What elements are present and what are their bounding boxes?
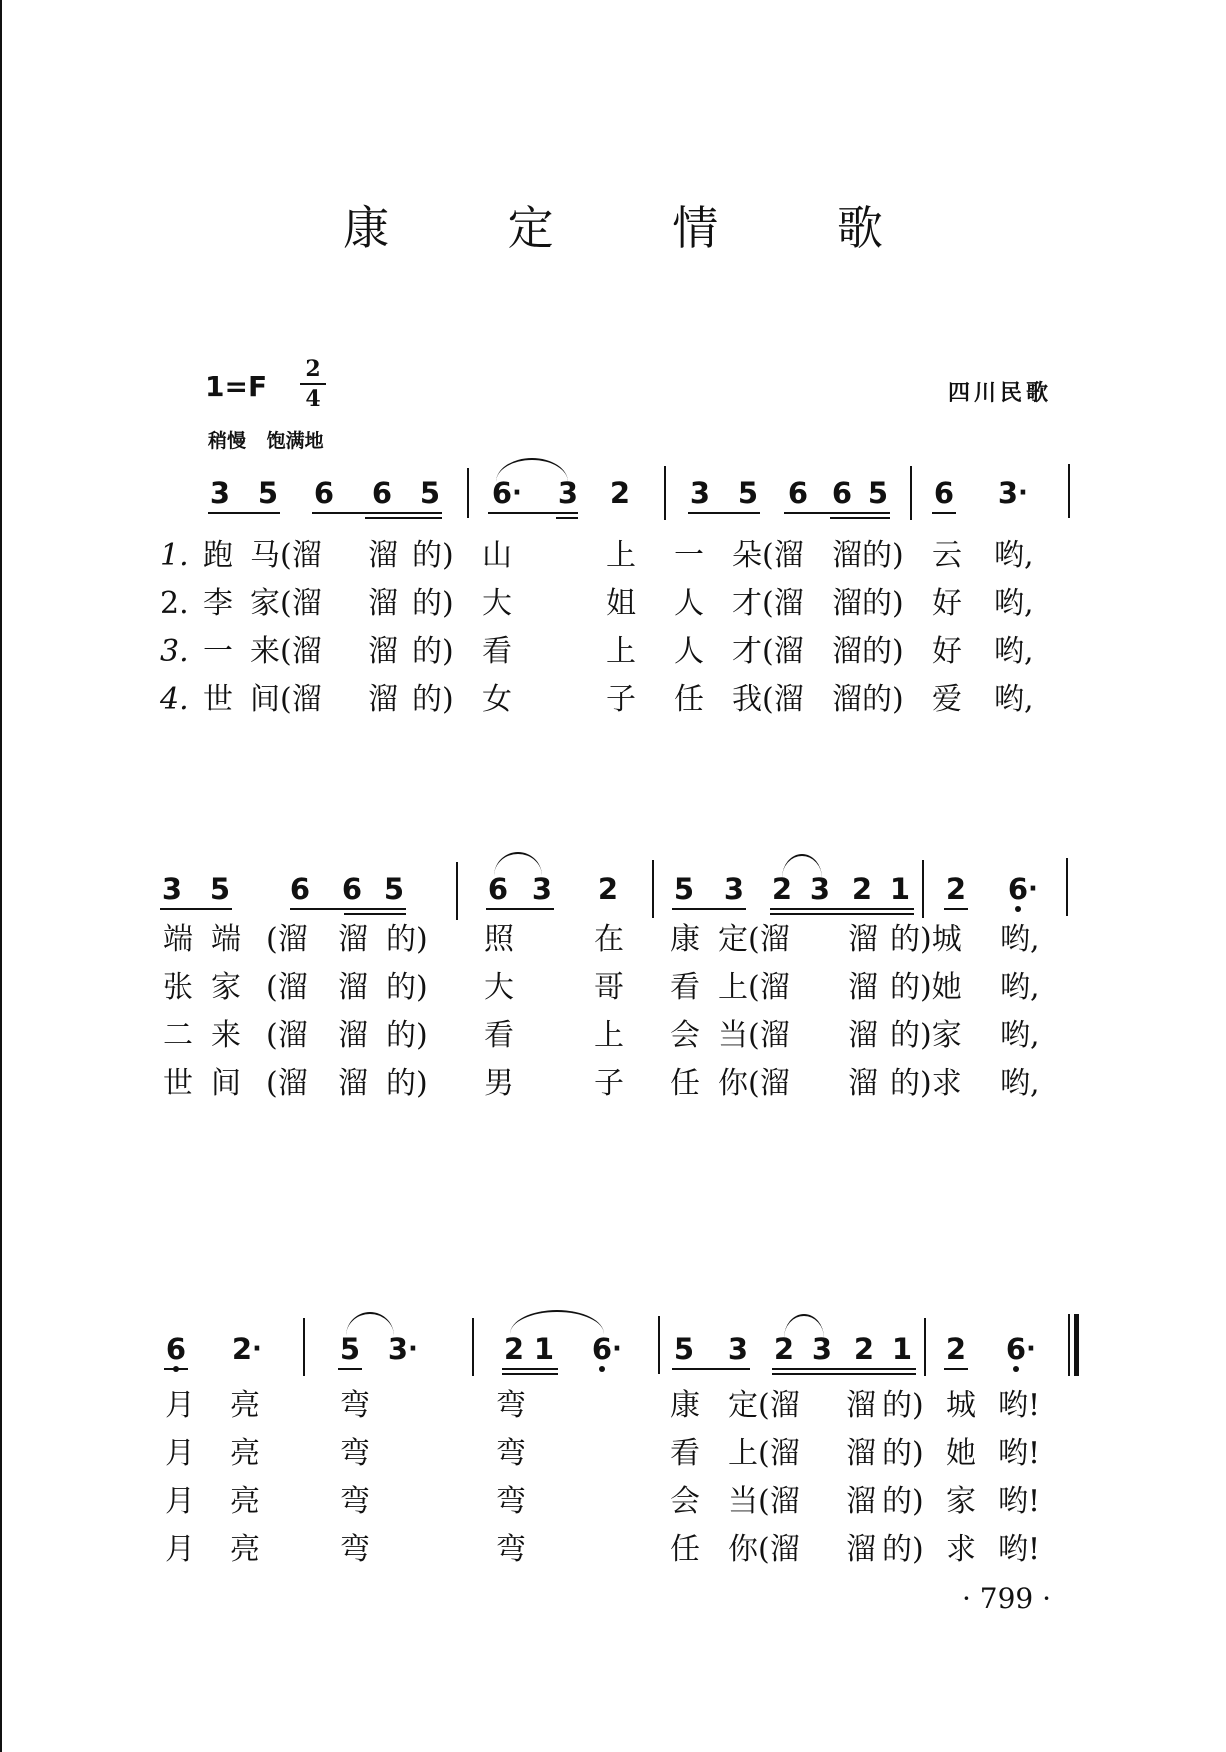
barline: [652, 860, 654, 918]
note: 1: [891, 1332, 913, 1366]
note: 3: [809, 872, 831, 906]
note: 3: [161, 872, 183, 906]
note: 2: [609, 476, 631, 510]
song-title: 康 定 情 歌: [343, 201, 935, 255]
verse-row: 端 端 (溜 溜 的) 照 在 康 定(溜 溜 的)城 哟,: [163, 922, 1040, 957]
note: 3: [811, 1332, 833, 1366]
note: 2: [853, 1332, 875, 1366]
note: 3 ·: [997, 476, 1028, 510]
key-signature: 1=F: [205, 370, 268, 403]
note: 3: [689, 476, 711, 510]
note: 6: [341, 872, 363, 906]
final-barline-thin: [1068, 1314, 1070, 1376]
barline: [658, 1316, 660, 1374]
note: 6 ·: [590, 1332, 614, 1366]
note: 6: [787, 476, 809, 510]
time-signature: [300, 358, 326, 410]
note: 5: [419, 476, 441, 510]
note: 5: [673, 872, 695, 906]
slur: [784, 1314, 824, 1338]
barline: [456, 862, 458, 920]
verse-row: 4. 世 间(溜 溜 的) 女 子 任 我(溜 溜的) 爱 哟,: [160, 682, 1034, 717]
page-number: · 799 ·: [962, 1582, 1052, 1615]
note: 6: [313, 476, 335, 510]
barline: [922, 860, 924, 918]
tempo-marking: 稍慢 饱满地: [208, 430, 324, 452]
note: 6: [933, 476, 955, 510]
verse-row: 1. 跑 马(溜 溜 的) 山 上 一 朵(溜 溜的) 云 哟,: [160, 538, 1034, 573]
note: 6: [487, 872, 509, 906]
barline: [664, 466, 666, 520]
verse-row: 二 来 (溜 溜 的) 看 上 会 当(溜 溜 的)家 哟,: [163, 1018, 1040, 1053]
note: 2 ·: [231, 1332, 262, 1366]
note: 3: [557, 476, 579, 510]
note: 6 ·: [1004, 1332, 1028, 1366]
note: 5: [737, 476, 759, 510]
note: 6: [831, 476, 853, 510]
verse-row: 月 亮 弯 弯 康 定(溜 溜 的) 城 哟!: [165, 1388, 1041, 1423]
verse-row: 3. 一 来(溜 溜 的) 看 上 人 才(溜 溜的) 好 哟,: [160, 634, 1034, 669]
verse-row: 月 亮 弯 弯 看 上(溜 溜 的) 她 哟!: [165, 1436, 1041, 1471]
barline: [924, 1318, 926, 1376]
barline: [910, 466, 912, 520]
barline: [303, 1318, 305, 1376]
note: 6 ·: [1006, 872, 1030, 906]
verse-row: 月 亮 弯 弯 任 你(溜 溜 的) 求 哟!: [165, 1532, 1041, 1567]
note: 3: [531, 872, 553, 906]
slur: [782, 854, 822, 878]
note: 2: [503, 1332, 525, 1366]
note: 2: [773, 1332, 795, 1366]
note: 5: [383, 872, 405, 906]
note: 3 ·: [387, 1332, 418, 1366]
note: 2: [945, 872, 967, 906]
barline: [467, 468, 469, 518]
verse-row: 月 亮 弯 弯 会 当(溜 溜 的) 家 哟!: [165, 1484, 1041, 1519]
note: 5: [209, 872, 231, 906]
note: 5: [257, 476, 279, 510]
barline: [1068, 464, 1070, 518]
note: 5: [339, 1332, 361, 1366]
note: 6: [371, 476, 393, 510]
slur: [510, 1310, 604, 1334]
final-barline-thick: [1074, 1314, 1079, 1376]
note: 6: [289, 872, 311, 906]
barline: [1066, 858, 1068, 916]
time-bottom: 4: [305, 386, 321, 412]
time-top: 2: [305, 356, 321, 382]
note: 2: [597, 872, 619, 906]
note: 3: [723, 872, 745, 906]
song-origin: 四川民歌: [948, 381, 1053, 406]
verse-row: 世 间 (溜 溜 的) 男 子 任 你(溜 溜 的)求 哟,: [163, 1066, 1040, 1101]
barline: [472, 1318, 474, 1376]
note: 5: [867, 476, 889, 510]
note: 3: [209, 476, 231, 510]
note: 5: [673, 1332, 695, 1366]
note: 2: [851, 872, 873, 906]
note: 1: [889, 872, 911, 906]
note: 1: [533, 1332, 555, 1366]
note: 2: [771, 872, 793, 906]
note: 6 ·: [491, 476, 522, 510]
note: 2: [945, 1332, 967, 1366]
note: 6: [164, 1332, 188, 1366]
note: 3: [727, 1332, 749, 1366]
verse-row: 张 家 (溜 溜 的) 大 哥 看 上(溜 溜 的)她 哟,: [163, 970, 1040, 1005]
verse-row: 2. 李 家(溜 溜 的) 大 姐 人 才(溜 溜的) 好 哟,: [160, 586, 1034, 621]
